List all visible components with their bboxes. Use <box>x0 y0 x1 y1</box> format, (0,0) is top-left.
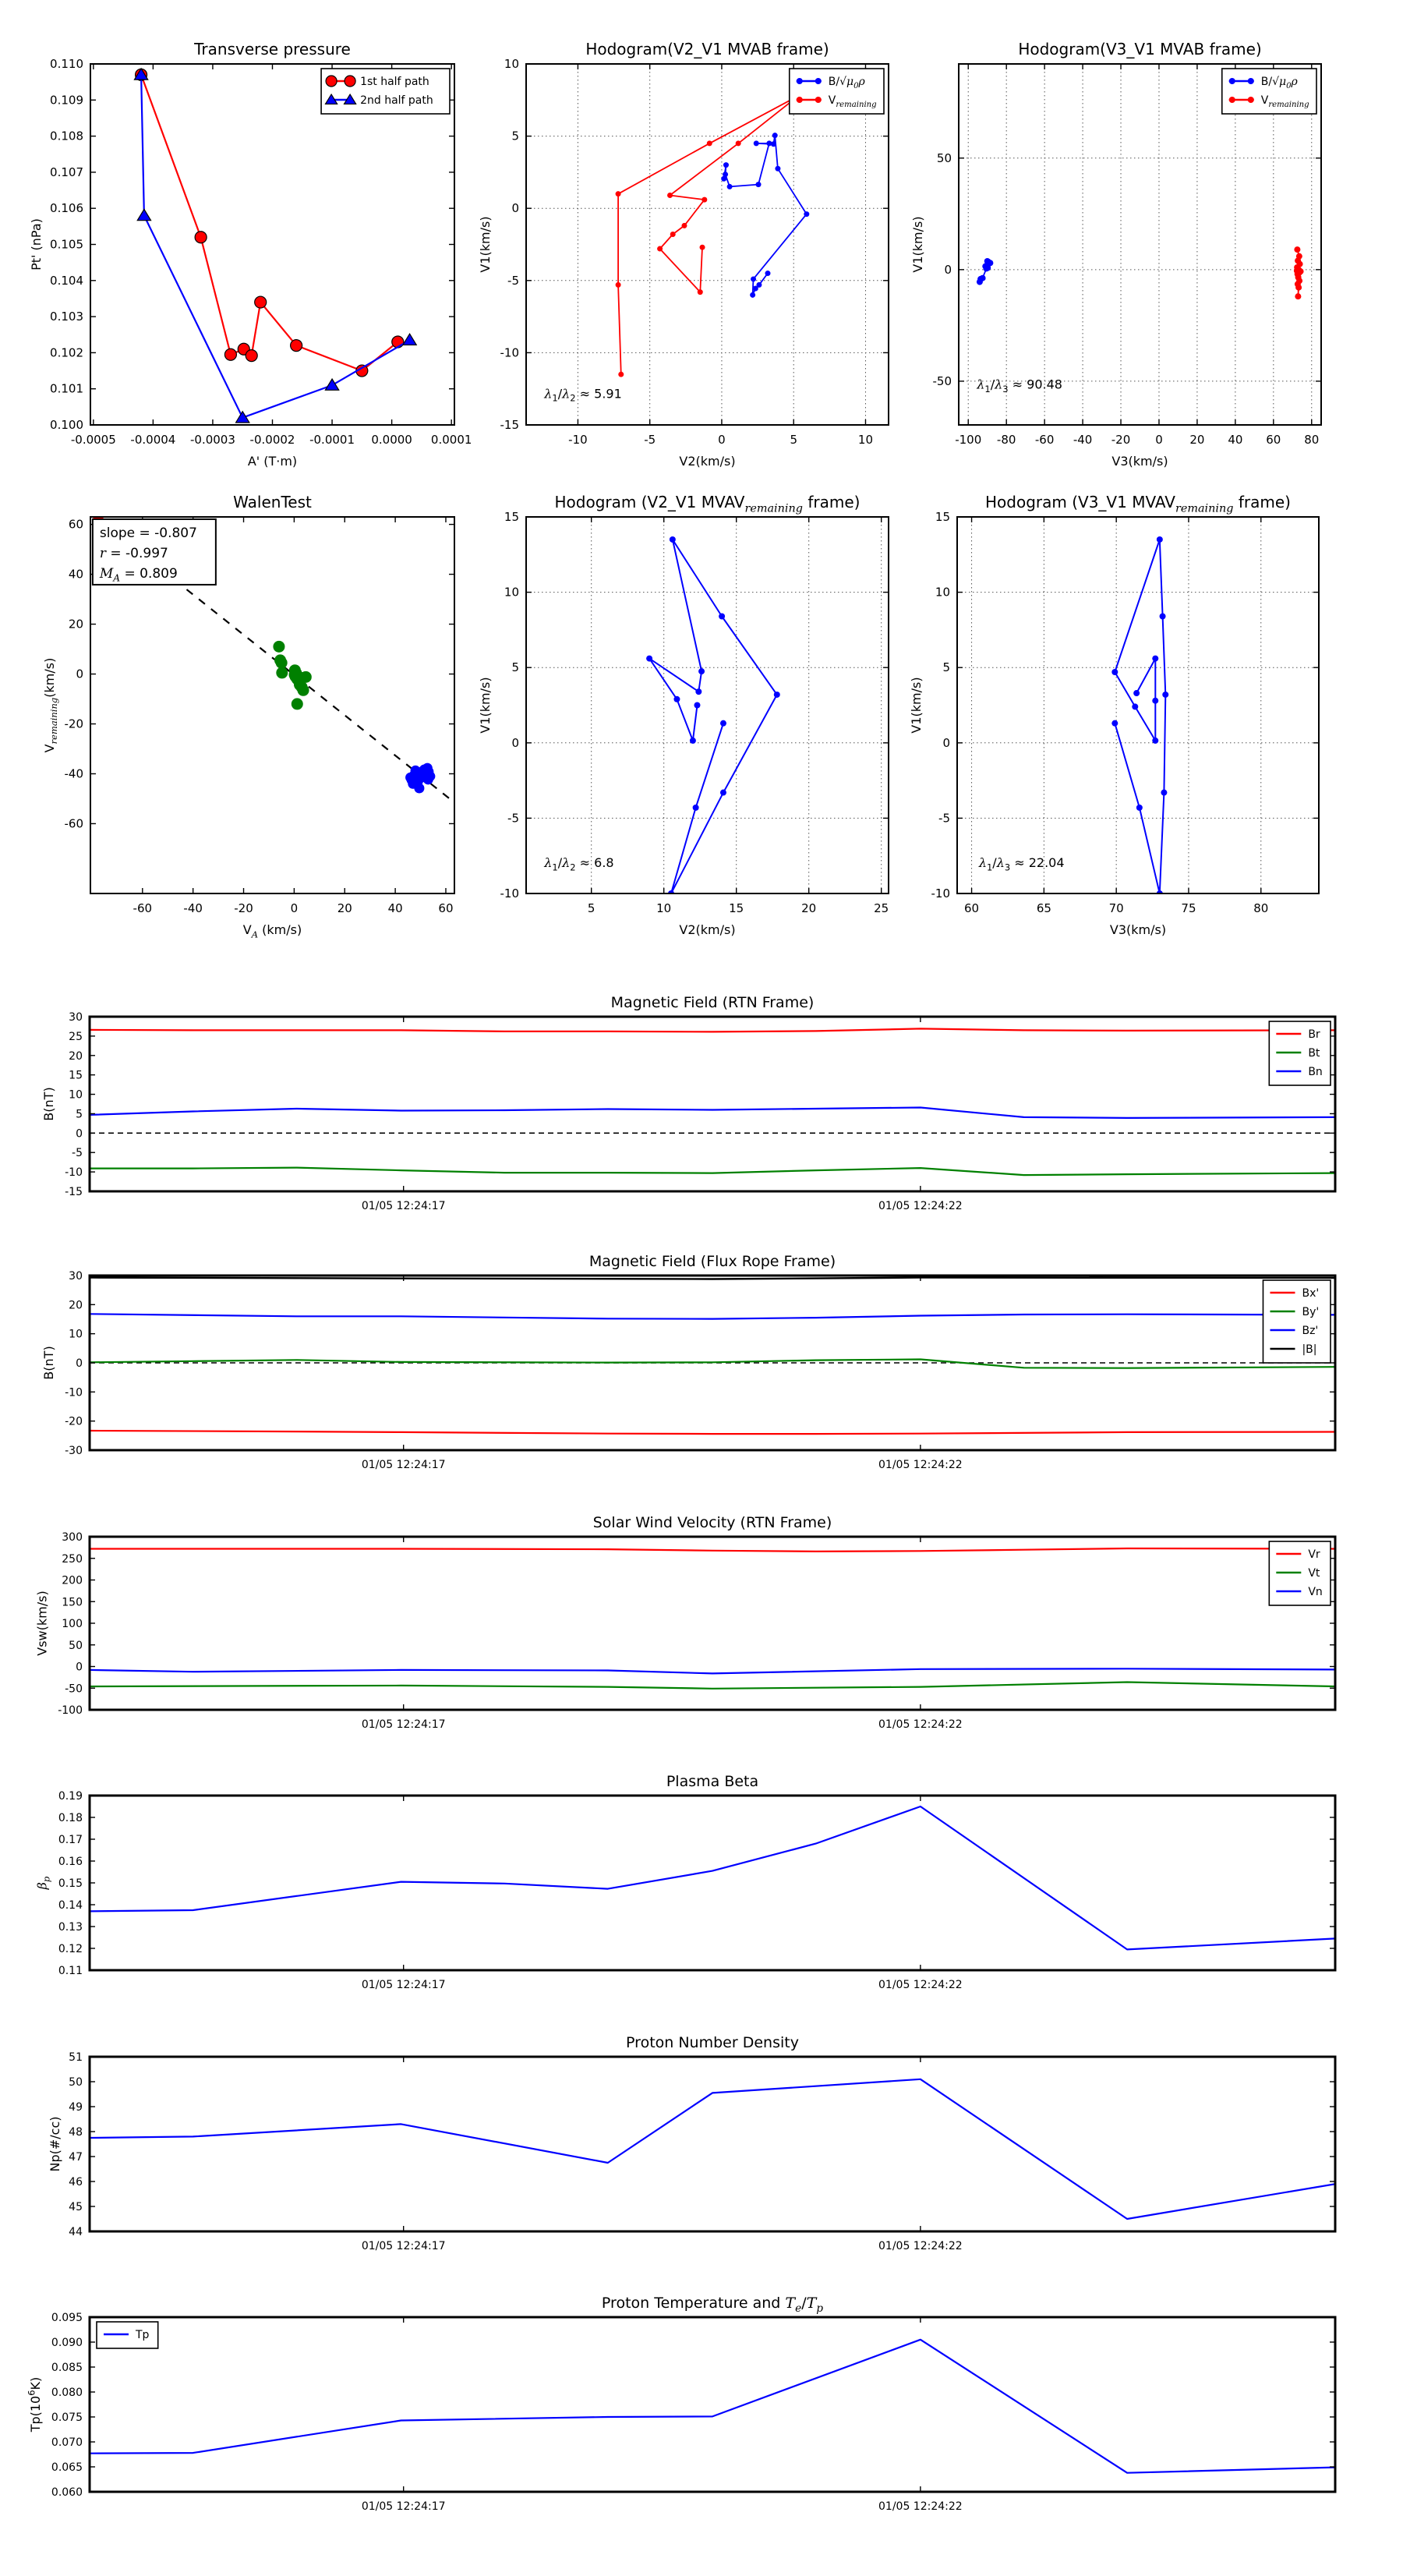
series-1st-half-path <box>141 75 398 371</box>
y-tick-label: -10 <box>500 345 519 360</box>
x-tick-label: -60 <box>133 901 153 915</box>
y-tick-label: -30 <box>65 1445 83 1457</box>
y-tick-label: 0.102 <box>50 345 83 360</box>
chart-title: Magnetic Field (Flux Rope Frame) <box>588 1253 836 1270</box>
y-tick-label: 100 <box>62 1618 83 1630</box>
x-axis-label: $V_A$ (km/s) <box>242 922 302 940</box>
stats-line: $M_A = 0.809$ <box>99 565 178 584</box>
x-axis-label: V2(km/s) <box>679 454 736 469</box>
legend-label: Tp <box>136 2329 150 2341</box>
legend <box>321 69 450 114</box>
annotation-text: $\lambda_1/\lambda_3 \approx 22.04$ <box>978 855 1065 873</box>
y-tick-label: 0 <box>76 1357 83 1370</box>
y-tick-label: 49 <box>69 2101 83 2114</box>
series-markers-V-remaining-hodogram <box>646 536 780 897</box>
y-tick-label: 0.12 <box>58 1943 83 1955</box>
axes-frame <box>90 64 454 425</box>
y-tick-label: 0.14 <box>58 1899 83 1912</box>
y-tick-label: -5 <box>72 1147 83 1160</box>
y-tick-label: 47 <box>69 2151 83 2164</box>
series-plasma-beta <box>90 1806 1335 1949</box>
annotation-text: $\lambda_1/\lambda_2 \approx 5.91$ <box>544 386 622 404</box>
series-markers-mid-interval-points <box>273 641 311 710</box>
x-tick-label: 01/05 12:24:22 <box>878 1979 963 1991</box>
series-V-remaining <box>618 96 799 375</box>
y-tick-label: 0.17 <box>58 1834 83 1846</box>
series-Bz-prime <box>90 1314 1335 1318</box>
legend-label: $B/√\mu_0\rho$ <box>1260 76 1298 90</box>
axes-frame <box>90 1796 1335 1970</box>
y-tick-label: -40 <box>64 766 83 781</box>
y-tick-label: 0.18 <box>58 1812 83 1824</box>
chart-title: Hodogram(V2_V1 MVAB frame) <box>585 40 829 58</box>
y-tick-label: 0.060 <box>51 2486 83 2499</box>
y-tick-label: -100 <box>58 1704 83 1717</box>
legend <box>1222 69 1316 114</box>
x-tick-label: 01/05 12:24:17 <box>361 1200 446 1212</box>
y-tick-label: -15 <box>65 1186 83 1198</box>
y-tick-label: 5 <box>76 1108 83 1121</box>
y-tick-label: 15 <box>935 510 950 524</box>
series-Tp <box>90 2340 1335 2473</box>
chart-title: Magnetic Field (RTN Frame) <box>610 994 815 1011</box>
x-tick-label: 40 <box>387 901 403 915</box>
x-axis-label: V3(km/s) <box>1109 922 1167 937</box>
y-tick-label: 0 <box>76 1127 83 1141</box>
x-tick-label: 01/05 12:24:17 <box>361 2240 446 2252</box>
chart-title: Hodogram(V3_V1 MVAB frame) <box>1018 40 1262 58</box>
x-tick-label: -0.0001 <box>309 433 355 447</box>
legend <box>1263 1280 1331 1363</box>
axes-frame <box>526 517 889 893</box>
y-tick-label: -10 <box>500 886 519 901</box>
x-tick-label: 75 <box>1181 901 1196 915</box>
y-tick-label: 0 <box>511 201 519 216</box>
y-tick-label: 0 <box>76 1661 83 1674</box>
axis-ticks <box>90 1537 1335 1710</box>
legend-label: 2nd half path <box>360 94 433 107</box>
x-tick-label: 01/05 12:24:17 <box>361 1979 446 1991</box>
y-tick-label: 50 <box>69 2076 83 2089</box>
legend-label: $V_{remaining}$ <box>828 94 877 109</box>
y-tick-label: 10 <box>69 1088 83 1102</box>
y-tick-label: 0.13 <box>58 1921 83 1934</box>
axis-ticks <box>90 1017 1335 1191</box>
x-tick-label: 0 <box>718 433 726 447</box>
y-axis-label: B(nT) <box>41 1087 56 1121</box>
y-tick-label: 0.100 <box>50 418 83 432</box>
x-tick-label: -40 <box>1073 433 1093 447</box>
panel-solar-wind-velocity <box>34 1514 1335 1731</box>
y-tick-label: -5 <box>507 811 519 826</box>
y-axis-label: V1(km/s) <box>477 677 493 734</box>
y-tick-label: 0 <box>76 667 83 681</box>
axes-frame <box>90 1537 1335 1710</box>
y-tick-label: -50 <box>65 1683 83 1696</box>
axis-ticks <box>959 64 1321 425</box>
y-tick-label: 0.11 <box>58 1965 83 1977</box>
y-tick-label: 60 <box>68 517 83 532</box>
y-tick-label: 0.19 <box>58 1790 83 1803</box>
y-tick-label: -10 <box>931 886 950 901</box>
y-tick-label: 0.080 <box>51 2387 83 2399</box>
y-tick-label: 5 <box>511 660 519 675</box>
series-B-over-sqrt-mu0rho <box>724 136 807 295</box>
axis-ticks <box>90 1796 1335 1970</box>
legend-label: $V_{remaining}$ <box>1260 94 1309 109</box>
axis-ticks <box>90 2057 1335 2231</box>
series-markers-1st-half-path <box>136 69 404 377</box>
y-axis-label: Vsw(km/s) <box>34 1591 50 1656</box>
axis-ticks <box>526 517 889 893</box>
x-tick-label: 20 <box>1189 433 1205 447</box>
y-tick-label: 0.075 <box>51 2411 83 2424</box>
legend-label: Br <box>1308 1028 1320 1041</box>
y-tick-label: 20 <box>68 617 83 632</box>
x-tick-label: 01/05 12:24:22 <box>878 1200 963 1212</box>
legend-label: Vn <box>1308 1586 1323 1598</box>
y-tick-label: 10 <box>504 585 519 600</box>
y-tick-label: -10 <box>65 1166 83 1180</box>
chart-title: WalenTest <box>233 493 312 511</box>
chart-title: Solar Wind Velocity (RTN Frame) <box>592 1514 832 1531</box>
panel-walen-test <box>42 493 454 939</box>
axis-ticks <box>90 2317 1335 2492</box>
y-tick-label: 0.101 <box>50 381 83 396</box>
panel-plasma-beta <box>34 1773 1335 1991</box>
annotation-text: $\lambda_1/\lambda_2 \approx 6.8$ <box>544 855 614 873</box>
y-tick-label: 44 <box>69 2226 83 2238</box>
series-Bx-prime <box>90 1431 1335 1434</box>
series-Vt <box>90 1683 1335 1689</box>
panel-hodogram-v3v1-mvav <box>909 493 1319 937</box>
x-tick-label: 15 <box>729 901 744 915</box>
x-tick-label: -0.0005 <box>70 433 116 447</box>
panel-proton-temperature <box>26 2295 1335 2513</box>
y-axis-label: B(nT) <box>41 1346 56 1380</box>
y-tick-label: 10 <box>504 57 519 71</box>
x-tick-label: 0.0001 <box>430 433 472 447</box>
legend-label: Bx' <box>1302 1287 1320 1300</box>
x-tick-label: 25 <box>874 901 889 915</box>
gridlines <box>959 64 1321 425</box>
chart-title: Proton Number Density <box>626 2034 799 2051</box>
x-tick-label: 60 <box>438 901 454 915</box>
y-tick-label: 30 <box>69 1270 83 1283</box>
y-axis-label: Pt' (nPa) <box>29 218 44 271</box>
y-tick-label: 20 <box>69 1299 83 1312</box>
y-tick-label: 15 <box>69 1069 83 1082</box>
y-axis-label: V1(km/s) <box>908 677 924 734</box>
legend <box>97 2322 158 2348</box>
y-tick-label: 0.107 <box>50 165 83 179</box>
x-axis-label: V3(km/s) <box>1111 454 1168 469</box>
gridlines <box>526 64 889 425</box>
y-tick-label: 10 <box>935 585 950 600</box>
y-tick-label: 50 <box>69 1639 83 1652</box>
y-tick-label: 50 <box>936 150 952 165</box>
x-tick-label: -0.0004 <box>130 433 176 447</box>
panel-hodogram-v3v1-mvab <box>910 40 1321 469</box>
y-tick-label: 0.16 <box>58 1856 83 1868</box>
series-Vn <box>90 1668 1335 1673</box>
x-tick-label: 01/05 12:24:22 <box>878 2500 963 2513</box>
y-axis-label: $\beta_p$ <box>34 1876 52 1890</box>
y-tick-label: 150 <box>62 1596 83 1609</box>
y-tick-label: 0.110 <box>50 57 83 71</box>
x-tick-label: -0.0003 <box>189 433 235 447</box>
y-tick-label: 0.15 <box>58 1877 83 1890</box>
axes-frame <box>526 64 889 425</box>
x-tick-label: -20 <box>234 901 253 915</box>
axis-ticks <box>90 64 454 425</box>
y-tick-label: -60 <box>64 816 83 831</box>
legend-label: By' <box>1302 1306 1320 1318</box>
x-tick-label: 65 <box>1036 901 1051 915</box>
x-tick-label: 01/05 12:24:22 <box>878 1718 963 1731</box>
y-tick-label: 40 <box>68 567 83 582</box>
y-tick-label: 200 <box>62 1574 83 1587</box>
y-tick-label: 300 <box>62 1531 83 1544</box>
panel-transverse-pressure <box>29 40 472 469</box>
y-tick-label: 5 <box>942 660 950 675</box>
x-tick-label: -80 <box>996 433 1016 447</box>
stats-box <box>93 519 216 585</box>
x-tick-label: 5 <box>587 901 595 915</box>
gridlines <box>526 517 889 893</box>
x-tick-label: 01/05 12:24:17 <box>361 2500 446 2513</box>
y-tick-label: 15 <box>504 510 519 524</box>
x-tick-label: 10 <box>656 901 672 915</box>
y-tick-label: 0.108 <box>50 129 83 143</box>
y-tick-label: -10 <box>65 1386 83 1399</box>
y-axis-label: Np(#/cc) <box>48 2116 63 2172</box>
x-tick-label: -5 <box>644 433 656 447</box>
y-tick-label: 30 <box>69 1011 83 1024</box>
y-tick-label: -50 <box>932 373 952 388</box>
axes-frame <box>957 517 1319 893</box>
legend <box>790 69 884 114</box>
y-tick-label: 5 <box>511 129 519 143</box>
y-tick-label: -15 <box>500 418 519 432</box>
y-tick-label: 0.105 <box>50 237 83 252</box>
legend-label: Bz' <box>1302 1325 1319 1337</box>
chart-title: Hodogram (V3_V1 $MVAV_{remaining}$ frame) <box>985 493 1291 515</box>
y-axis-label: $V_{remaining}(km/s)$ <box>41 657 60 753</box>
series-Bt <box>90 1168 1335 1176</box>
x-tick-label: 01/05 12:24:17 <box>361 1718 446 1731</box>
chart-title: Transverse pressure <box>194 40 351 58</box>
panel-magnetic-field-rtn <box>41 994 1335 1212</box>
x-tick-label: 5 <box>790 433 797 447</box>
legend-label: |B| <box>1302 1343 1317 1356</box>
series-Bn <box>90 1108 1335 1118</box>
y-tick-label: 0.104 <box>50 273 83 288</box>
y-axis-label: $Tp(10^6K)$ <box>26 2376 43 2433</box>
y-tick-label: 0.085 <box>51 2362 83 2374</box>
panel-hodogram-v2v1-mvab <box>478 40 889 469</box>
y-tick-label: -20 <box>64 717 83 731</box>
x-tick-label: 01/05 12:24:22 <box>878 1459 963 1471</box>
legend-label: $B/√\mu_0\rho$ <box>828 76 865 90</box>
x-tick-label: 10 <box>857 433 874 447</box>
x-tick-label: -100 <box>955 433 982 447</box>
y-tick-label: -5 <box>938 811 950 826</box>
y-tick-label: 0.106 <box>50 201 83 216</box>
y-tick-label: 0.103 <box>50 310 83 324</box>
axes-frame <box>90 1017 1335 1191</box>
legend-label: Bn <box>1308 1066 1323 1078</box>
x-tick-label: -20 <box>1111 433 1131 447</box>
x-tick-label: 80 <box>1304 433 1320 447</box>
x-tick-label: 0 <box>1155 433 1163 447</box>
gridlines <box>957 517 1319 893</box>
y-tick-label: 0 <box>511 735 519 750</box>
axes-frame <box>959 64 1321 425</box>
y-tick-label: 46 <box>69 2176 83 2189</box>
y-tick-label: 51 <box>69 2051 83 2064</box>
chart-title: Proton Temperature and $T_e/T_p$ <box>601 2295 824 2316</box>
y-tick-label: 0.065 <box>51 2461 83 2474</box>
chart-title: Plasma Beta <box>666 1773 759 1790</box>
y-tick-label: 45 <box>69 2201 83 2213</box>
x-axis-label: A' (T·m) <box>247 454 298 469</box>
stats-line: r = -0.997 <box>99 545 168 561</box>
y-tick-label: 0.109 <box>50 93 83 108</box>
y-tick-label: 250 <box>62 1552 83 1566</box>
legend-label: Vt <box>1308 1567 1320 1580</box>
axis-ticks <box>526 64 889 425</box>
panel-hodogram-v2v1-mvav <box>478 493 889 937</box>
legend-label: Vr <box>1308 1548 1320 1561</box>
stats-line: slope = -0.807 <box>99 525 197 541</box>
series-Br <box>90 1028 1335 1031</box>
panel-magnetic-field-fluxrope <box>41 1253 1335 1471</box>
series-V-remaining-hodogram <box>649 540 777 893</box>
x-tick-label: 60 <box>964 901 980 915</box>
axis-ticks <box>957 517 1319 893</box>
y-tick-label: 10 <box>69 1328 83 1341</box>
x-tick-label: -40 <box>183 901 203 915</box>
x-axis-label: V2(km/s) <box>679 922 736 937</box>
y-tick-label: 20 <box>69 1049 83 1063</box>
series-Vr <box>90 1548 1335 1552</box>
x-tick-label: 20 <box>801 901 817 915</box>
x-tick-label: 0 <box>290 901 299 915</box>
x-tick-label: 80 <box>1253 901 1269 915</box>
legend <box>1269 1021 1331 1085</box>
y-tick-label: 0 <box>944 262 952 277</box>
series-B-magnitude <box>90 1278 1335 1279</box>
x-tick-label: -10 <box>568 433 588 447</box>
x-tick-label: 01/05 12:24:22 <box>878 2240 963 2252</box>
y-tick-label: 48 <box>69 2126 83 2139</box>
x-tick-label: 60 <box>1266 433 1281 447</box>
x-tick-label: 20 <box>337 901 352 915</box>
series-By-prime <box>90 1360 1335 1368</box>
panel-proton-number-density <box>48 2034 1335 2252</box>
y-tick-label: 0 <box>942 735 950 750</box>
x-tick-label: 40 <box>1228 433 1243 447</box>
y-tick-label: 25 <box>69 1030 83 1043</box>
series-markers-2nd-half-path <box>134 69 416 423</box>
x-tick-label: -0.0002 <box>249 433 295 447</box>
series-V-remaining-hodogram <box>1115 540 1165 893</box>
legend-label: Bt <box>1308 1047 1320 1060</box>
x-tick-label: 70 <box>1108 901 1124 915</box>
y-tick-label: 0.095 <box>51 2312 83 2324</box>
legend <box>1269 1541 1331 1605</box>
y-axis-label: V1(km/s) <box>477 216 493 273</box>
x-tick-label: -60 <box>1034 433 1055 447</box>
annotation-text: $\lambda_1/\lambda_3 \approx 90.48$ <box>977 377 1062 395</box>
series-2nd-half-path <box>141 75 409 418</box>
series-proton-number-density <box>90 2079 1335 2219</box>
axes-frame <box>90 2317 1335 2492</box>
x-tick-label: 0.0000 <box>371 433 412 447</box>
axes-frame <box>90 2057 1335 2231</box>
y-tick-label: -20 <box>65 1415 83 1428</box>
chart-title: Hodogram (V2_V1 $MVAV_{remaining}$ frame) <box>554 493 861 515</box>
x-tick-label: 01/05 12:24:17 <box>361 1459 446 1471</box>
y-tick-label: 0.070 <box>51 2436 83 2449</box>
y-tick-label: -5 <box>507 273 519 288</box>
y-axis-label: V1(km/s) <box>910 216 925 273</box>
legend-label: 1st half path <box>360 76 429 88</box>
y-tick-label: 0.090 <box>51 2337 83 2349</box>
